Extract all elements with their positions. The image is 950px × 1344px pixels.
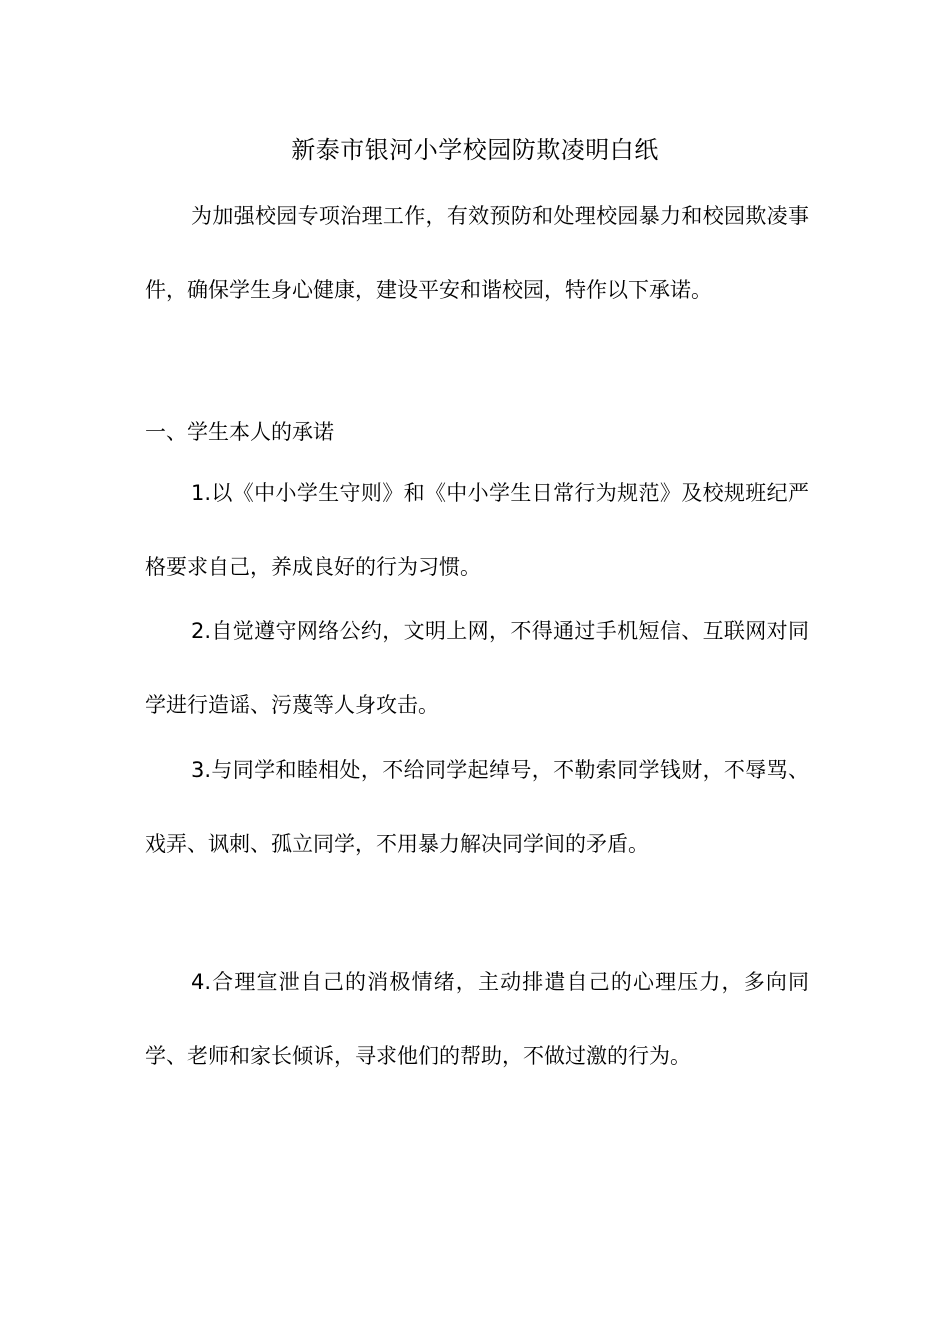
section-heading-student-pledge: 一、学生本人的承诺 — [145, 420, 334, 444]
intro-paragraph: 为加强校园专项治理工作，有效预防和处理校园暴力和校园欺凌事件，确保学生身心健康，建设平安和谐校园，特作以下承诺。 — [145, 204, 809, 302]
pledge-item-3: 3.与同学和睦相处，不给同学起绰号，不勒索同学钱财，不辱骂、戏弄、讽刺、孤立同学，不用暴力解决同学间的矛盾。 — [145, 758, 809, 856]
pledge-item-4: 4.合理宣泄自己的消极情绪，主动排遣自己的心理压力，多向同学、老师和家长倾诉，寻求他们的帮助，不做过激的行为。 — [145, 970, 809, 1068]
pledge-item-1: 1.以《中小学生守则》和《中小学生日常行为规范》及校规班纪严格要求自己，养成良好的行为习惯。 — [145, 481, 809, 579]
pledge-item-2: 2.自觉遵守网络公约，文明上网，不得通过手机短信、互联网对同学进行造谣、污蔑等人身攻击。 — [145, 619, 809, 717]
document-title: 新泰市银河小学校园防欺凌明白纸 — [291, 136, 659, 164]
